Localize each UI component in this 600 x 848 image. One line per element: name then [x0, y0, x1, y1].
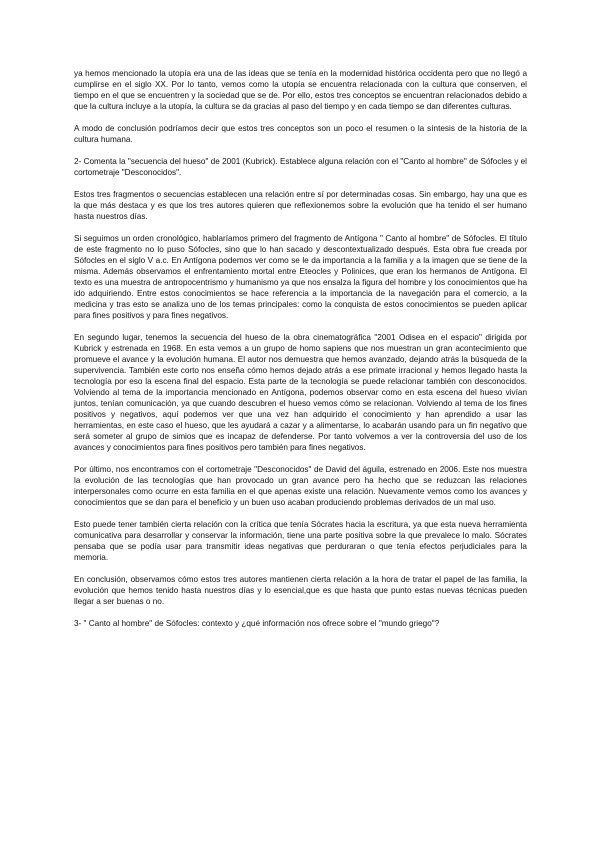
paragraph-kubrick: En segundo lugar, tenemos la secuencia del hueso de la obra cinematográfica "2001 Odisea en el espacio" dirigida por Kubrick y estrenada en 1968. En esta vemos a un grupo de homo sapiens que nos muestran un gran acontecimiento que promueve el avance y la evolución humana. El autor nos demuestra que hemos avanzado, dejando atrás la búsqueda de la supervivencia. También este corto nos enseña cómo hemos dejado atrás a ese primate irracional y hemos llegado hasta la tecnología por eso la escena final del espacio. Esta parte de la tecnología se puede relacionar también con desconocidos. Volviendo al tema de la importancia mencionado en Antígona, podemos observar como en esta escena del hueso vivían juntos, tenían comunicación, ya que cuando descubren el hueso vemos cómo se relacionan. Volviendo al tema de los fines positivos y negativos, aquí podemos ver que una vez han adquirido el conocimiento y han aprendido a usar las herramientas, en este caso el hueso, que les ayudará a cazar y a alimentarse, lo acabarán usando para un fin negativo que será someter al grupo de simios que es incapaz de defenderse. Por tanto volvemos a ver la controversia del uso de los avances y conocimientos para fines positivos pero también para fines negativos.: [74, 333, 527, 452]
question-3: 3- " Canto al hombre" de Sófocles: contexto y ¿qué información nos ofrece sobre el "mundo griego"?: [74, 619, 440, 628]
paragraph-utopia-intro: ya hemos mencionado la utopía era una de las ideas que se tenía en la modernidad histórica occidenta pero que no llegó a cumplirse en el siglo XX. Por lo tanto, vemos como la utopía se encuentra relacionada con la cultura que conserven, el tiempo en el que se encuentren y la sociedad que se de. Por ello, estos tres conceptos se encuentran relacionados debido a que la cultura incluye a la utopía, la cultura se da gracias al paso del tiempo y en cada tiempo se dan diferentes culturas.: [74, 69, 527, 111]
paragraph-desconocidos: Por último, nos encontramos con el cortometraje "Desconocidos" de David del águila, estrenado en 2006. Este nos muestra la evolución de las tecnologías que han provocado un gran avance pero ha hecho que se reduzcan las relaciones interpersonales como ocurre en esta familia en el que apenas existe una relación. Nuevamente vemos como los avances y conocimientos que se dan para el beneficio y un buen uso acaban produciendo problemas derivados de un mal uso.: [74, 465, 527, 507]
question-2: 2- Comenta la "secuencia del hueso" de 2001 (Kubrick). Establece alguna relación con el "Canto al hombre" de Sófocles y el cortometraje "Desconocidos".: [74, 157, 527, 177]
document-body: [74, 68, 527, 640]
paragraph-fragments: Estos tres fragmentos o secuencias establecen una relación entre sí por determinadas cosas. Sin embargo, hay una que es la que más destaca y es que los tres autores quieren que reflexionemos sobre la evolución que ha tenido el ser humano hasta nuestros días.: [74, 190, 527, 221]
paragraph-antigona: Si seguimos un orden cronológico, hablaríamos primero del fragmento de Antígona " Canto al hombre" de Sófocles. El título de este fragmento no lo puso Sófocles, sino que lo han sacado y descontextualizado después. Esta obra fue creada por Sófocles en el siglo V a.c. En Antígona podemos ver como se le da importancia a la familia y a la imagen que se tiene de la misma. Además observamos el enfrentamiento mortal entre Eteocles y Polinices, que eran los hermanos de Antígona. El texto es una muestra de antropocentrismo y humanismo ya que nos ensalza la figura del hombre y los conocimientos que ha ido adquiriendo. Entre estos conocimientos se hace referencia a la importancia de la navegación para el comercio, a la medicina y tras esto se analiza uno de los temas principales: como la conquista de estos conocimientos se pueden aplicar para fines positivos y para fines negativos.: [74, 234, 527, 320]
paragraph-conclusion-intro: A modo de conclusión podríamos decir que estos tres conceptos son un poco el resumen o la síntesis de la historia de la cultura humana.: [74, 124, 527, 144]
paragraph-socrates: Esto puede tener también cierta relación con la crítica que tenía Sócrates hacia la escritura, ya que esta nueva herramienta comunicativa para desarrollar y conservar la información, tiene una parte positiva sobre la que prevalece lo malo. Sócrates pensaba que se podía usar para transmitir ideas negativas que perduraran o que tenía efectos perjudiciales para la memoria.: [74, 520, 527, 562]
paragraph-conclusion: En conclusión, observamos cómo estos tres autores mantienen cierta relación a la hora de tratar el papel de las familia, la evolución que hemos tenido hasta nuestros días y lo esencial,que es que hasta que punto estas nuevas técnicas pueden llegar a ser buenas o no.: [74, 575, 527, 606]
